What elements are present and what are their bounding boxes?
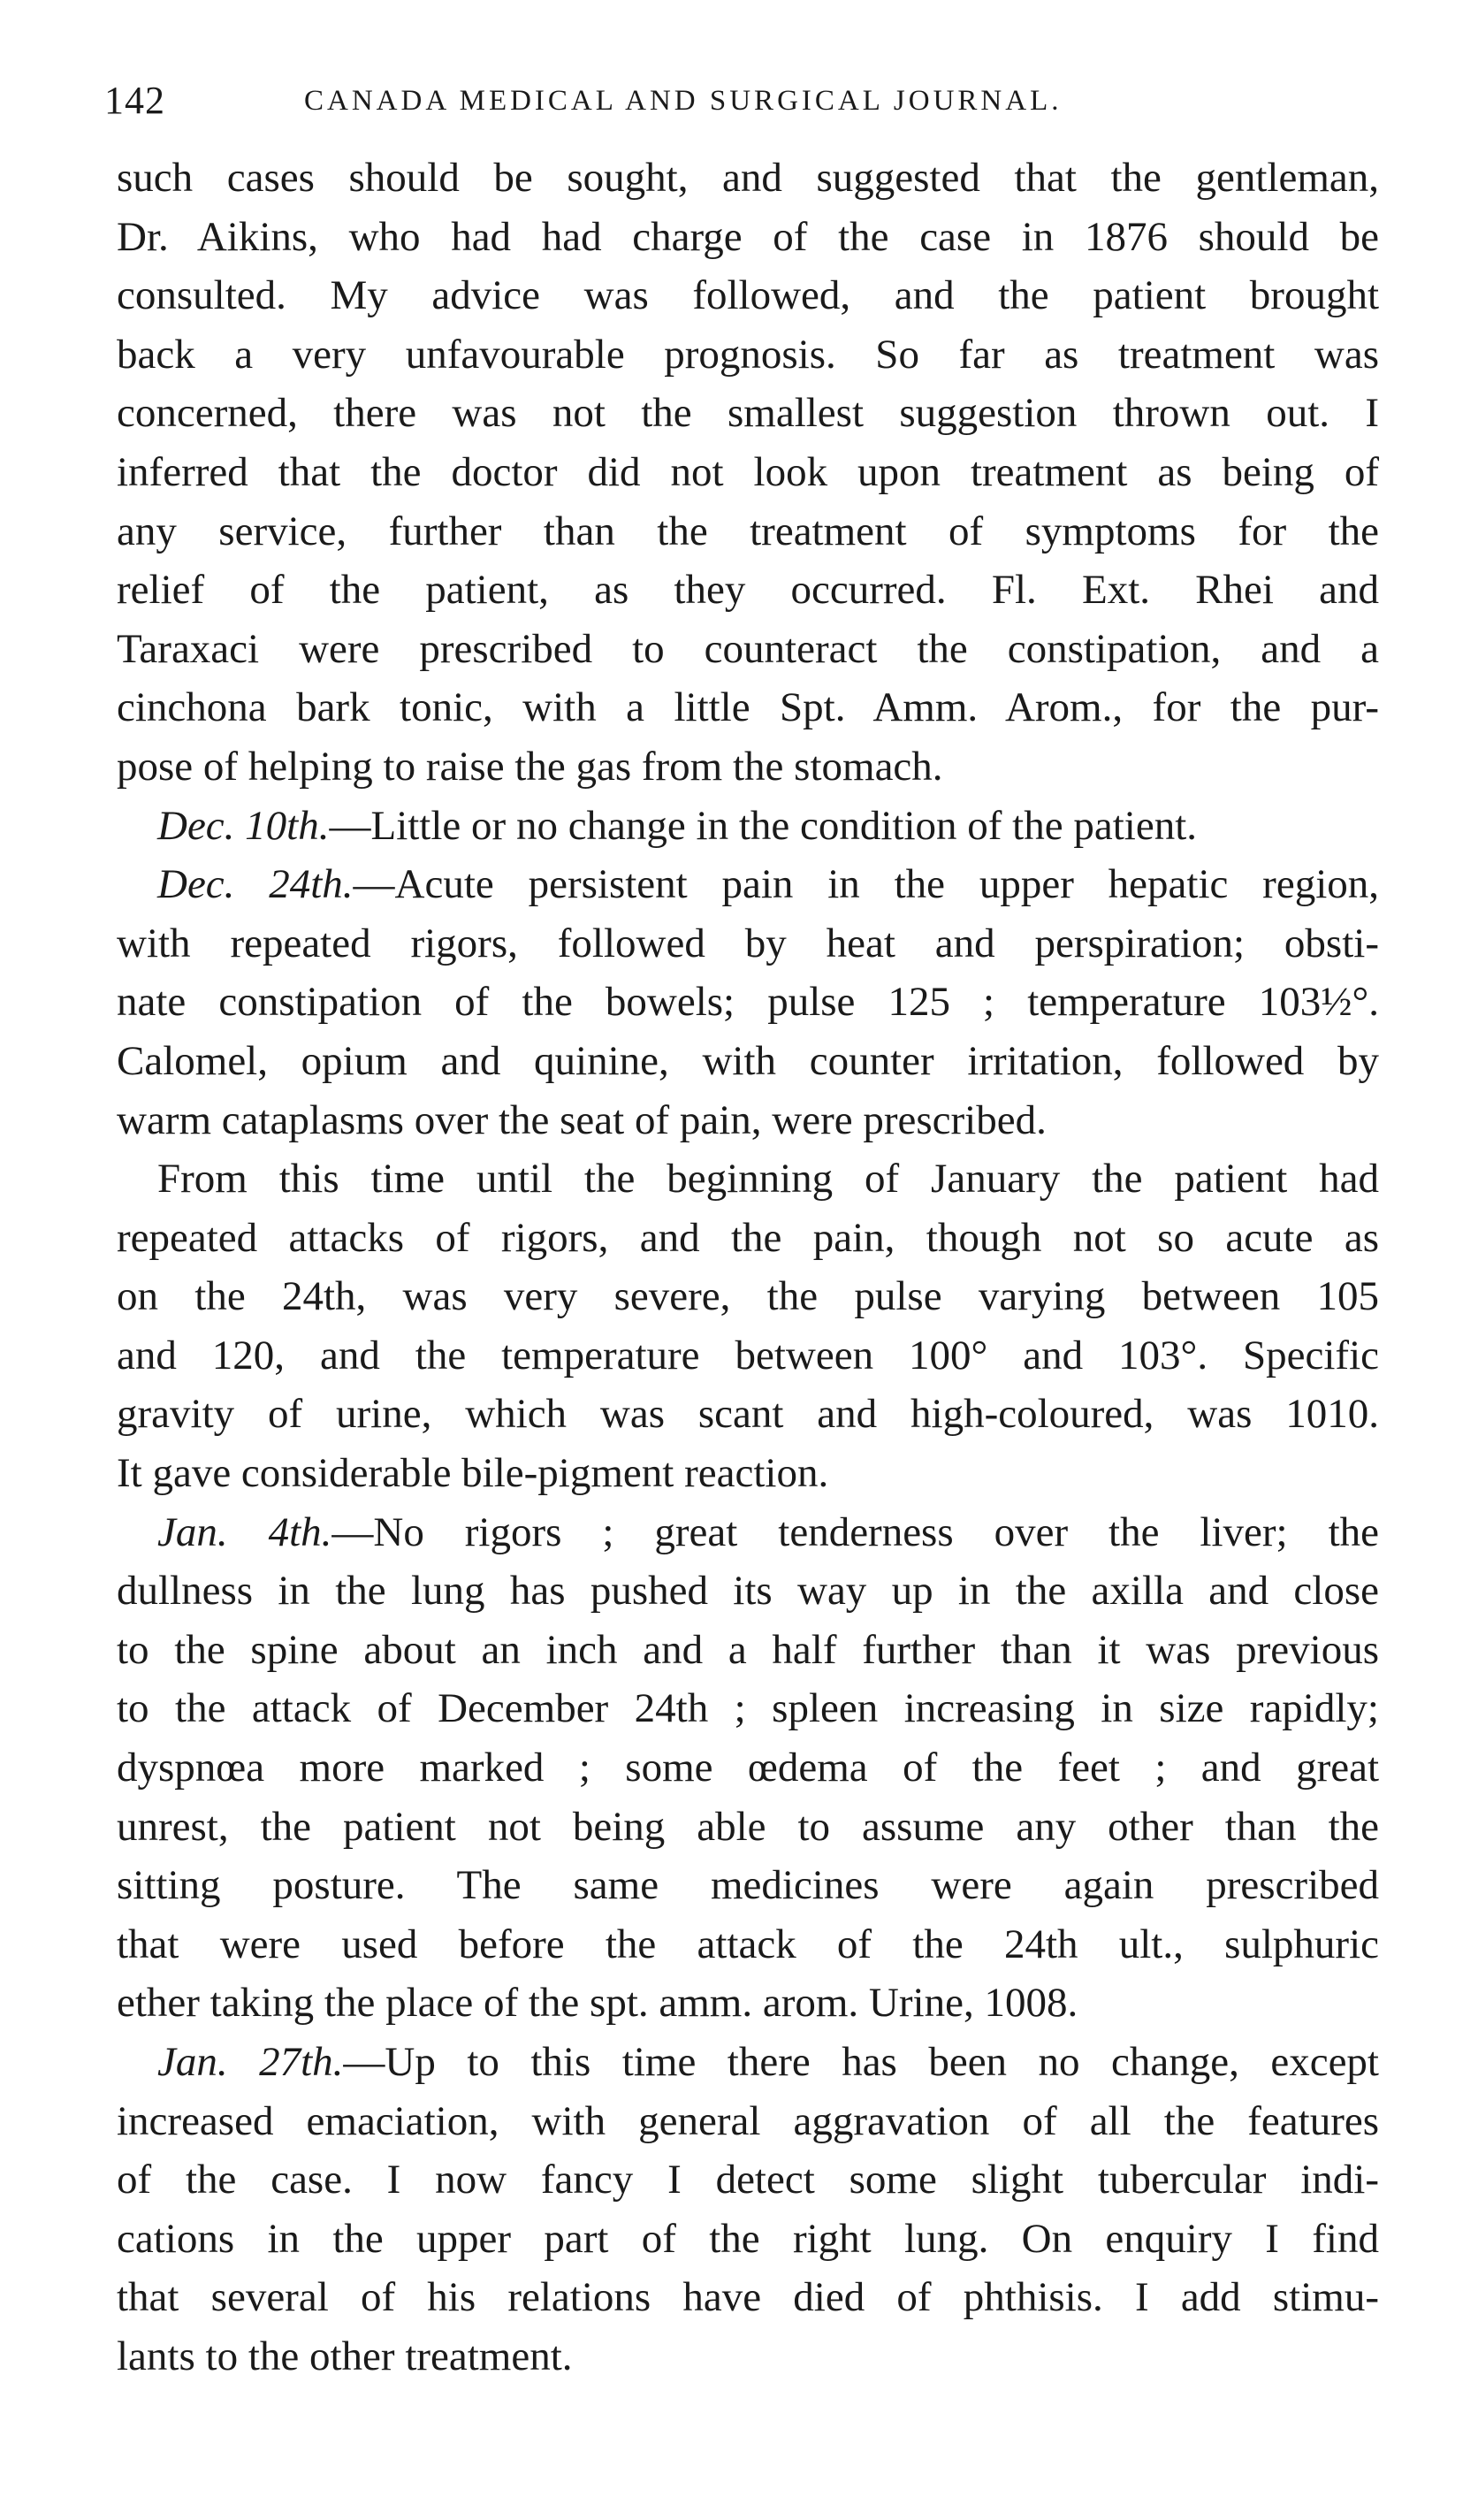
line-text: —No rigors ; great tenderness over the liver; the (331, 1508, 1379, 1555)
text-line (117, 2327, 1379, 2386)
journal-entry-line (117, 2033, 1379, 2092)
journal-title: CANADA MEDICAL AND SURGICAL JOURNAL. (304, 85, 1063, 117)
text-line (117, 678, 1379, 737)
text-line (117, 1915, 1379, 1974)
line-text: From this time until the beginning of January the patient had (157, 1156, 1379, 1203)
running-head (104, 74, 1360, 127)
journal-entry-line (117, 855, 1379, 914)
text-line (117, 1738, 1379, 1798)
text-line (117, 208, 1379, 267)
text-line (117, 973, 1379, 1032)
text-line (117, 1091, 1379, 1150)
line-text: It gave considerable bile-pigment reaction. (117, 1450, 829, 1497)
line-text: ether taking the place of the spt. amm. arom. Urine, 1008. (117, 1980, 1078, 2027)
text-line (117, 2210, 1379, 2269)
entry-date: Jan. 4th. (157, 1508, 332, 1555)
text-line (117, 384, 1379, 443)
text-line (117, 1679, 1379, 1738)
line-text: —Acute persistent pain in the upper hepatic region, (353, 861, 1379, 908)
line-text: repeated attacks of rigors, and the pain, though not so acute as (117, 1214, 1379, 1261)
page-number: 142 (104, 79, 165, 122)
line-text: increased emaciation, with general aggravation of all the features (117, 2097, 1379, 2144)
text-line (117, 620, 1379, 679)
line-text: relief of the patient, as they occurred. Fl. Ext. Rhei and (117, 567, 1379, 614)
line-text: that were used before the attack of the 24th ult., sulphuric (117, 1921, 1379, 1967)
line-text: cations in the upper part of the right lung. On enquiry I find (117, 2215, 1379, 2262)
line-text: warm cataplasms over the seat of pain, were prescribed. (117, 1096, 1047, 1143)
text-line (117, 2150, 1379, 2210)
text-line (117, 2092, 1379, 2151)
line-text: such cases should be sought, and suggested that the gentleman, (117, 155, 1379, 201)
line-text: lants to the other treatment. (117, 2333, 573, 2379)
line-text: cinchona bark tonic, with a little Spt. Amm. Arom., for the pur- (117, 684, 1379, 731)
text-line (117, 1798, 1379, 1857)
line-text: nate constipation of the bowels; pulse 125 ; temperature 103½°. (117, 979, 1379, 1026)
journal-entry-line (117, 797, 1379, 856)
text-line (117, 1856, 1379, 1915)
entry-date: Dec. 24th. (157, 861, 354, 908)
line-text: and 120, and the temperature between 100° and 103°. Specific (117, 1332, 1379, 1378)
text-line (117, 1032, 1379, 1091)
article-body (117, 149, 1379, 2386)
line-text: to the spine about an inch and a half further than it was previous (117, 1626, 1379, 1673)
text-line (117, 1209, 1379, 1268)
line-text: any service, further than the treatment of symptoms for the (117, 508, 1379, 554)
line-text: Dr. Aikins, who had had charge of the case in 1876 should be (117, 213, 1379, 260)
text-line (117, 1562, 1379, 1621)
line-text: to the attack of December 24th ; spleen increasing in size rapidly; (117, 1685, 1379, 1732)
line-text: Calomel, opium and quinine, with counter irritation, followed by (117, 1037, 1379, 1084)
text-line (117, 561, 1379, 620)
text-line (117, 1974, 1379, 2033)
line-text: dyspnœa more marked ; some œdema of the feet ; and great (117, 1745, 1379, 1791)
line-text: of the case. I now fancy I detect some slight tubercular indi- (117, 2157, 1379, 2203)
journal-entry-line (117, 1503, 1379, 1562)
text-line (117, 266, 1379, 325)
text-line (117, 502, 1379, 561)
line-text: unrest, the patient not being able to assume any other than the (117, 1803, 1379, 1850)
line-text: dullness in the lung has pushed its way up in the axilla and close (117, 1568, 1379, 1615)
text-line (117, 1385, 1379, 1444)
entry-date: Dec. 10th. (157, 802, 330, 849)
text-line (117, 914, 1379, 974)
line-text: consulted. My advice was followed, and the patient brought (117, 272, 1379, 319)
text-line (117, 443, 1379, 502)
line-text: sitting posture. The same medicines were again prescribed (117, 1862, 1379, 1909)
text-line (117, 1444, 1379, 1503)
entry-date: Jan. 27th. (157, 2039, 344, 2085)
line-text: —Little or no change in the condition of the patient. (329, 802, 1197, 849)
line-text: back a very unfavourable prognosis. So far as treatment was (117, 331, 1379, 378)
text-line (117, 1149, 1379, 1209)
line-text: —Up to this time there has been no change, except (343, 2039, 1379, 2085)
text-line (117, 737, 1379, 797)
text-line (117, 325, 1379, 385)
line-text: pose of helping to raise the gas from the stomach. (117, 743, 943, 790)
text-line (117, 149, 1379, 208)
line-text: on the 24th, was very severe, the pulse varying between 105 (117, 1273, 1379, 1320)
line-text: inferred that the doctor did not look upon treatment as being of (117, 448, 1379, 495)
line-text: that several of his relations have died of phthisis. I add stimu- (117, 2274, 1379, 2321)
line-text: with repeated rigors, followed by heat and perspiration; obsti- (117, 920, 1379, 966)
line-text: gravity of urine, which was scant and high-coloured, was 1010. (117, 1391, 1379, 1438)
text-line (117, 1326, 1379, 1386)
text-line (117, 1621, 1379, 1680)
text-line (117, 1267, 1379, 1326)
line-text: concerned, there was not the smallest suggestion thrown out. I (117, 390, 1379, 437)
line-text: Taraxaci were prescribed to counteract the constipation, and a (117, 625, 1379, 672)
text-line (117, 2268, 1379, 2327)
